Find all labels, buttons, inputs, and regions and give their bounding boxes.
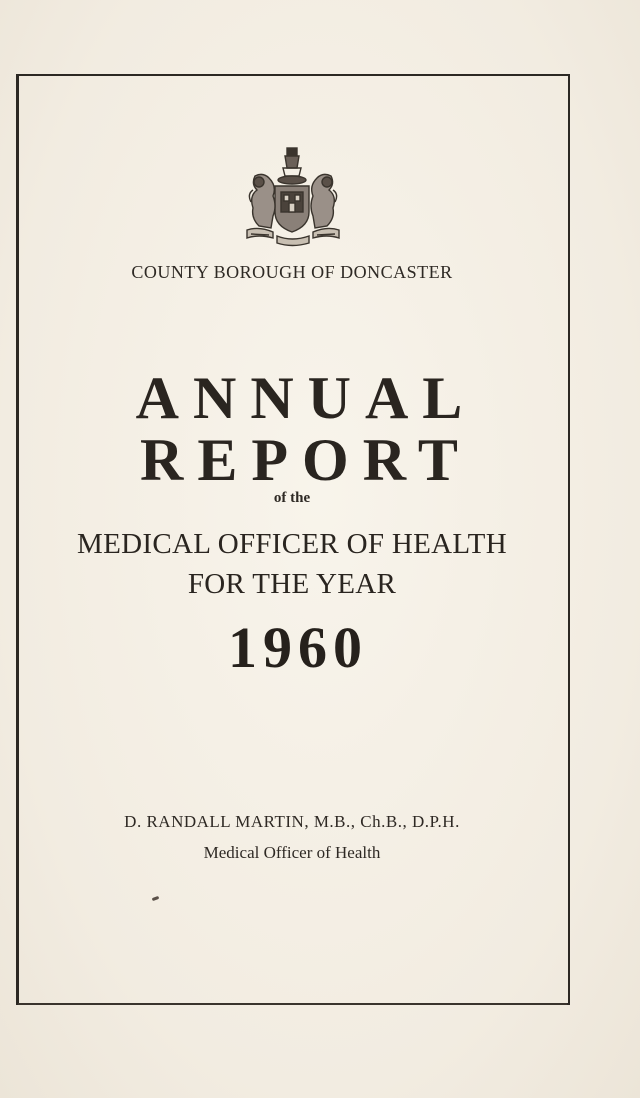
subtitle-medical-officer: MEDICAL OFFICER OF HEALTH: [77, 528, 507, 560]
title-connector: of the: [273, 490, 311, 506]
borough-heading: COUNTY BOROUGH OF DONCASTER: [131, 262, 453, 282]
subtitle-for-the-year: FOR THE YEAR: [187, 568, 397, 600]
report-year: 1960: [228, 615, 368, 680]
frame-bottom-rule: [18, 1003, 567, 1005]
title-annual: ANNUAL: [135, 365, 477, 431]
title-report: REPORT: [140, 427, 472, 493]
coat-of-arms-icon: [243, 146, 343, 248]
author-name: D. RANDALL MARTIN, M.B., Ch.B., D.P.H.: [124, 812, 460, 831]
author-role: Medical Officer of Health: [203, 843, 381, 862]
